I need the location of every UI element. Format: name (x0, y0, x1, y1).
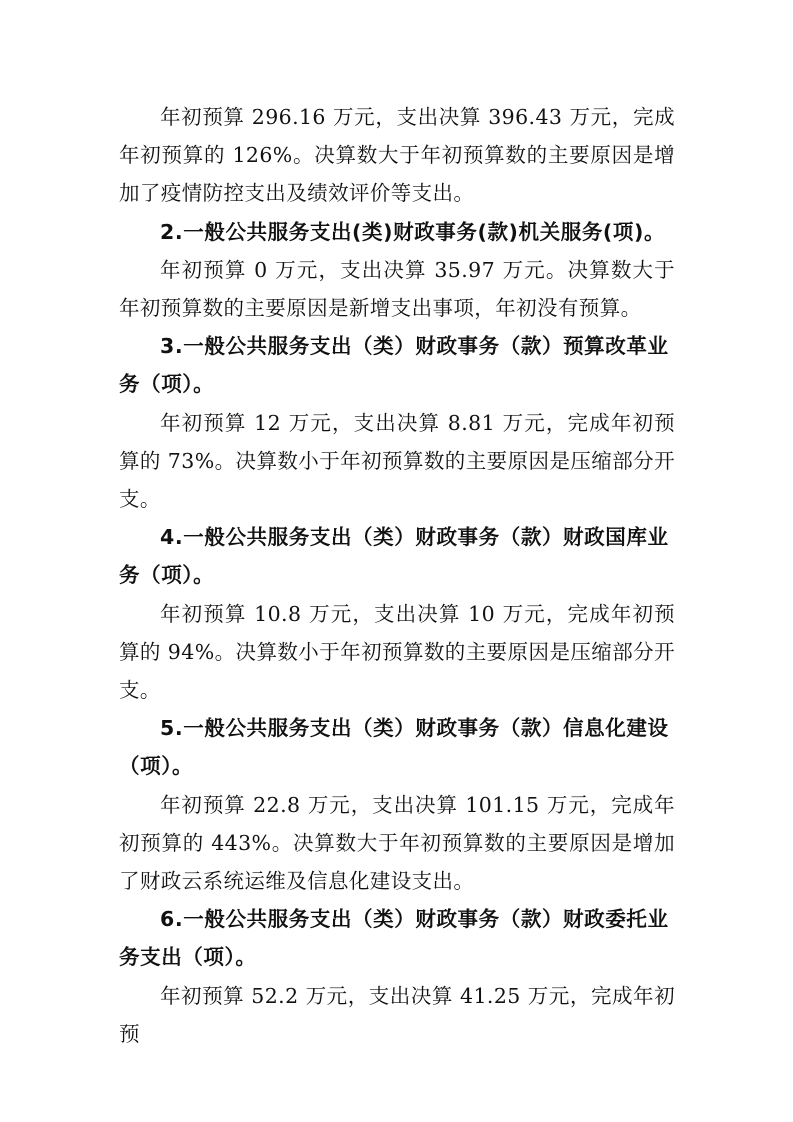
heading-informatization: 5.一般公共服务支出（类）财政事务（款）信息化建设（项）。 (119, 716, 669, 779)
heading-office-services: 2.一般公共服务支出(类)财政事务(款)机关服务(项)。 (160, 219, 666, 244)
heading-treasury-business: 4.一般公共服务支出（类）财政事务（款）财政国库业务（项）。 (119, 525, 669, 588)
paragraph-entrusted-business: 年初预算 52.2 万元，支出决算 41.25 万元，完成年初预 (119, 983, 675, 1046)
paragraph-treasury-business: 年初预算 10.8 万元，支出决算 10 万元，完成年初预算的 94%。决算数小于年初预算数的主要原因是压缩部分开支。 (119, 601, 675, 703)
document-page (119, 98, 675, 1053)
paragraph-office-services: 年初预算 0 万元，支出决算 35.97 万元。决算数大于年初预算数的主要原因是新增支出事项，年初没有预算。 (119, 257, 675, 321)
paragraph-budget-reform: 年初预算 12 万元，支出决算 8.81 万元，完成年初预算的 73%。决算数小于年初预算数的主要原因是压缩部分开支。 (119, 410, 675, 512)
paragraph-general-budget: 年初预算 296.16 万元，支出决算 396.43 万元，完成年初预算的 126%。决算数大于年初预算数的主要原因是增加了疫情防控支出及绩效评价等支出。 (119, 105, 675, 206)
paragraph-informatization: 年初预算 22.8 万元，支出决算 101.15 万元，完成年初预算的 443%。决算数大于年初预算数的主要原因是增加了财政云系统运维及信息化建设支出。 (119, 792, 675, 894)
heading-budget-reform: 3.一般公共服务支出（类）财政事务（款）预算改革业务（项）。 (119, 334, 669, 397)
heading-entrusted-business: 6.一般公共服务支出（类）财政事务（款）财政委托业务支出（项）。 (119, 907, 669, 970)
